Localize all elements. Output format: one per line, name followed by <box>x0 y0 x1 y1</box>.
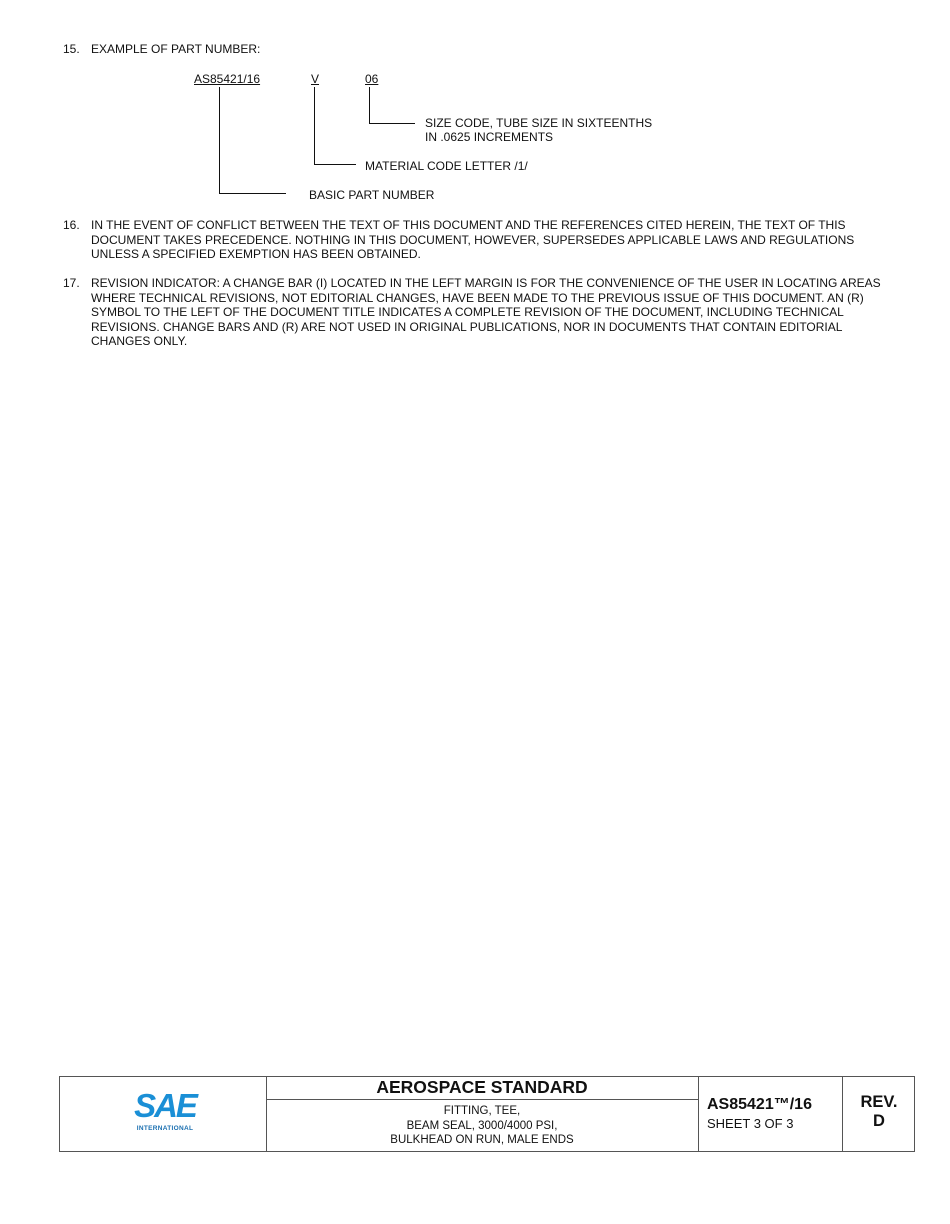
material-leader-vertical <box>314 87 315 165</box>
part-basic-number: AS85421/16 <box>194 72 261 86</box>
sheet-number: SHEET 3 OF 3 <box>707 1116 794 1131</box>
basic-leader-vertical <box>219 87 220 194</box>
item-16-text: IN THE EVENT OF CONFLICT BETWEEN THE TEXT OF THIS DOCUMENT AND THE REFERENCES CITED HEREIN, THE TEXT OF THIS DOCUMENT TAKES PRECEDENCE. NOTHING IN THIS DOCUMENT, HOWEVER, SUPERSEDES APPLICABLE LAWS AND REGULATIONS UNLESS A SPECIFIED EXEMPTION HAS BEEN OBTAINED. <box>91 218 855 261</box>
material-leader-horizontal <box>314 164 356 165</box>
desc-line-2: BEAM SEAL, 3000/4000 PSI, <box>406 1119 558 1132</box>
item-17-text: REVISION INDICATOR: A CHANGE BAR (I) LOCATED IN THE LEFT MARGIN IS FOR THE CONVENIENCE OF THE USER IN LOCATING AREAS WHERE TECHNICAL REVISIONS, NOT EDITORIAL CHANGES, HAVE BEEN MADE TO THE PREVIOUS ISSUE OF THIS DOCUMENT. AN (R) SYMBOL TO THE LEFT OF THE DOCUMENT TITLE INDICATES A COMPLETE REVISION OF THE DOCUMENT, INCLUDING TECHNICAL REVISIONS. CHANGE BARS AND (R) ARE NOT USED IN ORIGINAL PUBLICATIONS, NOR IN DOCUMENTS THAT CONTAIN EDITORIAL CHANGES ONLY. <box>91 276 881 348</box>
callout-material: MATERIAL CODE LETTER /1/ <box>365 159 528 173</box>
size-leader-vertical <box>369 87 370 124</box>
title-block-hdivider <box>266 1099 698 1100</box>
revision-label: REV. <box>860 1093 898 1111</box>
standard-label: AEROSPACE STANDARD <box>376 1077 588 1097</box>
document-number: AS85421™/16 <box>707 1096 812 1113</box>
part-size-code: 06 <box>365 72 379 86</box>
callout-size-line2: IN .0625 INCREMENTS <box>425 130 554 144</box>
document-description <box>266 1104 698 1148</box>
sae-logo <box>130 1087 200 1139</box>
callout-size-line1: SIZE CODE, TUBE SIZE IN SIXTEENTHS <box>425 116 653 130</box>
item-16-number: 16. <box>63 218 80 232</box>
title-block-divider-2 <box>698 1077 699 1151</box>
callout-basic: BASIC PART NUMBER <box>309 188 435 202</box>
desc-line-3: BULKHEAD ON RUN, MALE ENDS <box>390 1134 574 1146</box>
size-leader-horizontal <box>369 123 415 124</box>
revision-value: D <box>873 1112 885 1130</box>
part-material-code: V <box>311 72 320 86</box>
basic-leader-horizontal <box>219 193 286 194</box>
item-17-number: 17. <box>63 276 80 290</box>
desc-line-1: FITTING, TEE, <box>443 1105 521 1117</box>
sae-logo-text: SAE <box>134 1087 196 1124</box>
sae-logo-subtext: INTERNATIONAL <box>136 1125 194 1132</box>
revision <box>843 1093 915 1131</box>
item-15-text: EXAMPLE OF PART NUMBER: <box>91 42 261 56</box>
item-15-number: 15. <box>63 42 80 56</box>
